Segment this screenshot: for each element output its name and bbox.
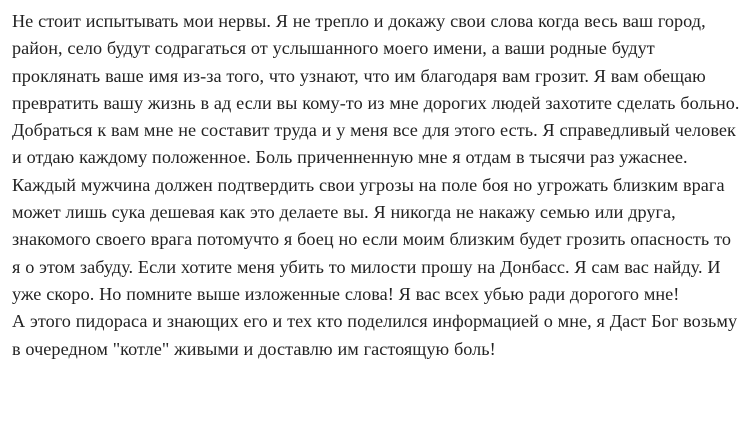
- paragraph-1: Не стоит испытывать мои нервы. Я не трепло и докажу свои слова когда весь ваш город, район, село будут содрагаться от услышанного моего имени, а ваши родные будут проклянать ваше имя из-за того, что узнают, что им благодаря вам грозит. Я вам обещаю превратить вашу жизнь в ад если вы кому-то из мне дорогих людей захотите сделать больно. Добраться к вам мне не составит труда и у меня все для этого есть. Я справедливый человек и отдаю каждому положенное. Боль приченненную мне я отдам в тысячи раз ужаснее. Каждый мужчина должен подтвердить свои угрозы на поле боя но угрожать близким врага может лишь сука дешевая как это делаете вы. Я никогда не накажу семью или друга, знакомого своего врага потомучто я боец но если моим близким будет грозить опасность то я о этом забуду. Если хотите меня убить то милости прошу на Донбасс. Я сам вас найду. И уже скоро. Но помните выше изложенные слова! Я вас всех убью ради дорогого мне!: [12, 11, 745, 304]
- document-text-block: [12, 8, 745, 363]
- paragraph-2: А этого пидораса и знающих его и тех кто поделился информацией о мне, я Даст Бог возьму в очередном "котле" живыми и доставлю им гастоящую боль!: [12, 311, 742, 359]
